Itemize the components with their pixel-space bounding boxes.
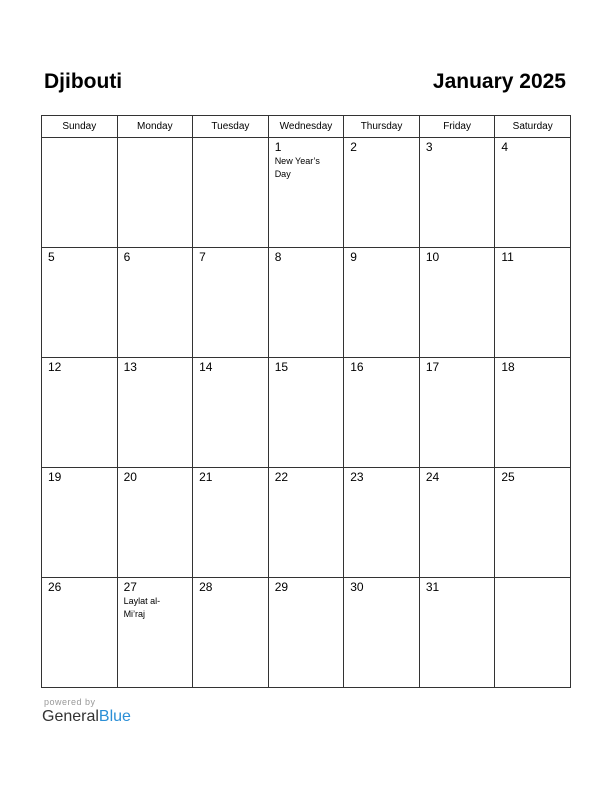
- day-number: 29: [274, 580, 289, 594]
- day-cell: [419, 248, 495, 358]
- day-cell: [419, 358, 495, 468]
- holiday-label: [420, 374, 488, 375]
- day-cell: [193, 248, 269, 358]
- holiday-label: [118, 374, 186, 375]
- day-cell: [193, 138, 269, 248]
- holiday-label: [193, 374, 261, 375]
- holiday-label: [495, 154, 563, 155]
- day-cell: [495, 578, 571, 688]
- day-number: 21: [199, 470, 213, 484]
- footer: [42, 697, 131, 726]
- day-number: 15: [274, 360, 289, 374]
- holiday-label: [344, 154, 412, 155]
- day-cell: [42, 578, 118, 688]
- week-row: [42, 468, 571, 578]
- day-cell: [117, 578, 193, 688]
- weekday-wednesday: Wednesday: [268, 116, 344, 138]
- holiday-label: Laylat al-Mi’raj: [123, 596, 161, 619]
- logo-general-text: General: [42, 708, 99, 725]
- day-cell: [117, 248, 193, 358]
- day-number: 1: [274, 140, 282, 154]
- day-cell: [268, 578, 344, 688]
- week-row: [42, 358, 571, 468]
- day-number: 4: [501, 140, 509, 154]
- holiday-label: [495, 484, 563, 485]
- generalblue-logo[interactable]: [42, 708, 131, 726]
- day-number: 30: [350, 580, 364, 594]
- day-cell: [42, 468, 118, 578]
- day-number: 19: [48, 470, 62, 484]
- day-number: 8: [274, 250, 282, 264]
- day-cell: [344, 358, 420, 468]
- calendar-header: [44, 70, 566, 100]
- day-number: 13: [123, 360, 137, 374]
- holiday-label: [42, 264, 110, 265]
- holiday-label: [193, 264, 261, 265]
- day-number: 11: [501, 250, 514, 264]
- day-cell: [268, 138, 344, 248]
- day-number: 26: [48, 580, 62, 594]
- day-cell: [344, 468, 420, 578]
- day-number: 27: [123, 580, 137, 594]
- day-number: 2: [350, 140, 357, 154]
- holiday-label: [420, 154, 488, 155]
- day-number: 9: [350, 250, 357, 264]
- day-number: 16: [350, 360, 364, 374]
- powered-by-text: powered by: [44, 697, 96, 707]
- weekday-monday: Monday: [117, 116, 193, 138]
- day-number: 10: [425, 250, 440, 264]
- holiday-label: [269, 484, 337, 485]
- holiday-label: [344, 264, 412, 265]
- day-cell: [419, 578, 495, 688]
- holiday-label: [193, 594, 261, 595]
- day-number: 14: [199, 360, 213, 374]
- week-row: [42, 248, 571, 358]
- day-number: 18: [501, 360, 515, 374]
- day-number: 7: [199, 250, 206, 264]
- logo-blue-text: Blue: [98, 708, 131, 725]
- holiday-label: [269, 374, 337, 375]
- week-row: [42, 578, 571, 688]
- day-cell: [117, 468, 193, 578]
- holiday-label: [118, 141, 186, 142]
- holiday-label: [495, 374, 563, 375]
- day-cell: [344, 248, 420, 358]
- day-cell: [268, 248, 344, 358]
- holiday-label: [495, 264, 563, 265]
- day-number: 12: [48, 360, 62, 374]
- calendar-grid: [41, 115, 571, 688]
- holiday-label: [344, 374, 412, 375]
- day-cell: [344, 578, 420, 688]
- holiday-label: [193, 484, 261, 485]
- holiday-label: [269, 264, 337, 265]
- holiday-label: [42, 374, 110, 375]
- day-cell: [495, 468, 571, 578]
- day-number: 28: [199, 580, 213, 594]
- day-cell: [495, 248, 571, 358]
- holiday-label: [118, 484, 186, 485]
- holiday-label: [495, 581, 563, 582]
- day-number: 24: [425, 470, 440, 484]
- weekday-tuesday: Tuesday: [193, 116, 269, 138]
- day-cell: [344, 138, 420, 248]
- holiday-label: New Year’s Day: [274, 156, 320, 179]
- day-cell: [495, 358, 571, 468]
- day-cell: [419, 138, 495, 248]
- day-number: 17: [425, 360, 440, 374]
- holiday-label: [42, 141, 110, 142]
- holiday-label: [193, 141, 261, 142]
- day-number: 31: [425, 580, 440, 594]
- holiday-label: [420, 264, 488, 265]
- holiday-label: [420, 484, 488, 485]
- day-number: 6: [123, 250, 131, 264]
- month-title: January 2025: [432, 70, 566, 93]
- country-title: Djibouti: [44, 70, 123, 93]
- day-number: 23: [350, 470, 364, 484]
- weekday-saturday: Saturday: [495, 116, 571, 138]
- holiday-label: [344, 594, 412, 595]
- holiday-label: [42, 484, 110, 485]
- weekday-friday: Friday: [419, 116, 495, 138]
- day-number: 20: [123, 470, 137, 484]
- day-cell: [117, 138, 193, 248]
- day-cell: [268, 358, 344, 468]
- day-cell: [193, 358, 269, 468]
- weekday-thursday: Thursday: [344, 116, 420, 138]
- holiday-label: [42, 594, 110, 595]
- day-number: 5: [48, 250, 55, 264]
- holiday-label: [420, 594, 488, 595]
- day-number: 3: [425, 140, 433, 154]
- week-row: [42, 138, 571, 248]
- day-cell: [42, 248, 118, 358]
- day-cell: [42, 358, 118, 468]
- weekday-sunday: Sunday: [42, 116, 118, 138]
- day-cell: [42, 138, 118, 248]
- day-cell: [193, 578, 269, 688]
- day-cell: [419, 468, 495, 578]
- day-number: 25: [501, 470, 515, 484]
- day-cell: [117, 358, 193, 468]
- weekday-header-row: [42, 116, 571, 138]
- day-number: 22: [274, 470, 289, 484]
- holiday-label: [118, 264, 186, 265]
- holiday-label: [344, 484, 412, 485]
- day-cell: [495, 138, 571, 248]
- day-cell: [193, 468, 269, 578]
- day-cell: [268, 468, 344, 578]
- holiday-label: [269, 594, 337, 595]
